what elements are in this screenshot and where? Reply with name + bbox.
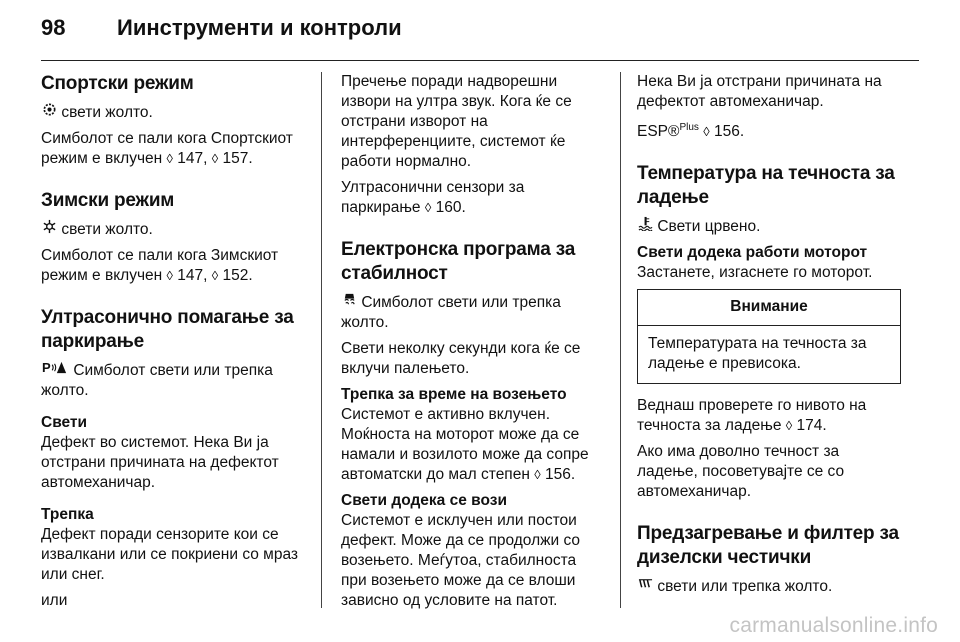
diesel-heading: Предзагревање и филтер за дизелски честички: [637, 523, 899, 569]
esp-icon: [341, 292, 357, 312]
page-ref[interactable]: 152.: [222, 267, 253, 284]
sport-mode-heading: Спортски режим: [41, 73, 194, 94]
fix-text: Нека Ви ја отстрани причината на дефектот автомеханичар.: [637, 73, 882, 110]
page-ref-icon: ◊: [166, 268, 173, 283]
esp-plus-superscript: Plus: [679, 122, 699, 133]
watermark: carmanualsonline.info: [729, 614, 938, 637]
column-divider: [620, 72, 621, 608]
page-ref-icon: ◊: [534, 467, 541, 482]
page-ref[interactable]: 174.: [796, 417, 827, 435]
page-ref[interactable]: 156.: [544, 466, 576, 483]
esp-plus-label: ESP®: [637, 123, 680, 141]
lit-driving-heading: Свети додека се вози: [341, 492, 507, 509]
warning-box: [637, 289, 901, 384]
chapter-title: Иинструменти и контроли: [117, 15, 402, 40]
enough-fluid-text: Ако има доволно течност за ладење, посоветувајте се со автомеханичар.: [637, 443, 845, 501]
or-text: или: [41, 592, 68, 609]
page-ref[interactable]: 147,: [177, 267, 208, 284]
header-rule: [41, 60, 919, 61]
sport-mode-body: Симболот се пали кога Спортскиот режим е вклучен: [41, 130, 293, 167]
page-ref-icon: ◊: [211, 268, 219, 283]
sport-mode-status: свети жолто.: [61, 104, 153, 121]
esp-body: Свети неколку секунди кога ќе се вклучи палењето.: [341, 340, 581, 377]
glow-plug-icon: [637, 576, 653, 596]
flash-heading: Трепка: [41, 506, 94, 523]
lit-driving-body: Системот е исклучен или постои дефект. Може да се продолжи со возењето. Меѓутоа, стабилноста при возењето може да се влоши зависно од условите на патот.: [341, 512, 581, 609]
page-ref-icon: ◊: [166, 151, 173, 166]
page-number: 98: [41, 15, 66, 40]
flash-driving-body: Системот е активно вклучен. Моќноста на моторот може да се намали и возилото може да сопре автоматски до мал степен: [341, 406, 589, 483]
column-1: [41, 72, 313, 617]
svg-text:P: P: [42, 360, 51, 375]
page-ref[interactable]: 160.: [435, 199, 466, 216]
coolant-status: Свети црвено.: [657, 218, 761, 236]
page-ref[interactable]: 156.: [713, 123, 745, 141]
winter-mode-body: Симболот се пали кога Зимскиот режим е вклучен: [41, 247, 279, 284]
page-ref-icon: ◊: [424, 200, 432, 215]
park-assist-heading: Ултрасонично помагање за паркирање: [41, 307, 294, 352]
page-ref-icon: ◊: [785, 418, 793, 434]
column-3: [637, 72, 901, 603]
winter-mode-icon: [41, 219, 57, 239]
lit-heading: Свети: [41, 414, 88, 431]
page-header: [41, 15, 919, 55]
flash-body: Дефект поради сензорите кои се извалкани или се покриени со мраз или снег.: [41, 526, 298, 583]
lit-body: Дефект во системот. Нека Ви ја отстрани причината на дефектот автомеханичар.: [41, 434, 279, 491]
park-assist-icon: [41, 360, 69, 380]
coolant-heading: Температура на течноста за ладење: [637, 163, 895, 209]
page-ref-icon: ◊: [211, 151, 219, 166]
check-level-text: Веднаш проверете го нивото на течноста за ладење: [637, 397, 867, 435]
esp-status: Симболот свети или трепка жолто.: [341, 294, 561, 331]
engine-running-body: Застанете, изгаснете го моторот.: [637, 264, 873, 282]
sport-mode-icon: [41, 102, 57, 122]
column-2: [341, 72, 603, 617]
column-divider: [321, 72, 322, 608]
coolant-temp-icon: [637, 216, 653, 236]
interference-text: Пречење поради надворешни извори на ултра звук. Кога ќе се отстрани изворот на интерференциите, системот ќе работи нормално.: [341, 73, 572, 170]
engine-running-heading: Свети додека работи моторот: [637, 244, 868, 262]
warning-body: Температурата на течноста за ладење е превисока.: [648, 335, 867, 373]
winter-mode-heading: Зимски режим: [41, 190, 175, 211]
flash-driving-heading: Трепка за време на возењето: [341, 386, 567, 403]
diesel-status: свети или трепка жолто.: [657, 578, 833, 596]
page-ref[interactable]: 147,: [177, 150, 208, 167]
warning-title: Внимание: [638, 290, 900, 326]
esp-heading: Електронска програма за стабилност: [341, 239, 576, 284]
winter-mode-status: свети жолто.: [61, 221, 153, 238]
page-ref-icon: ◊: [703, 124, 710, 140]
page-ref[interactable]: 157.: [222, 150, 253, 167]
park-assist-status: Симболот свети или трепка жолто.: [41, 362, 273, 399]
sensors-text: Ултрасонични сензори за паркирање: [341, 179, 525, 216]
